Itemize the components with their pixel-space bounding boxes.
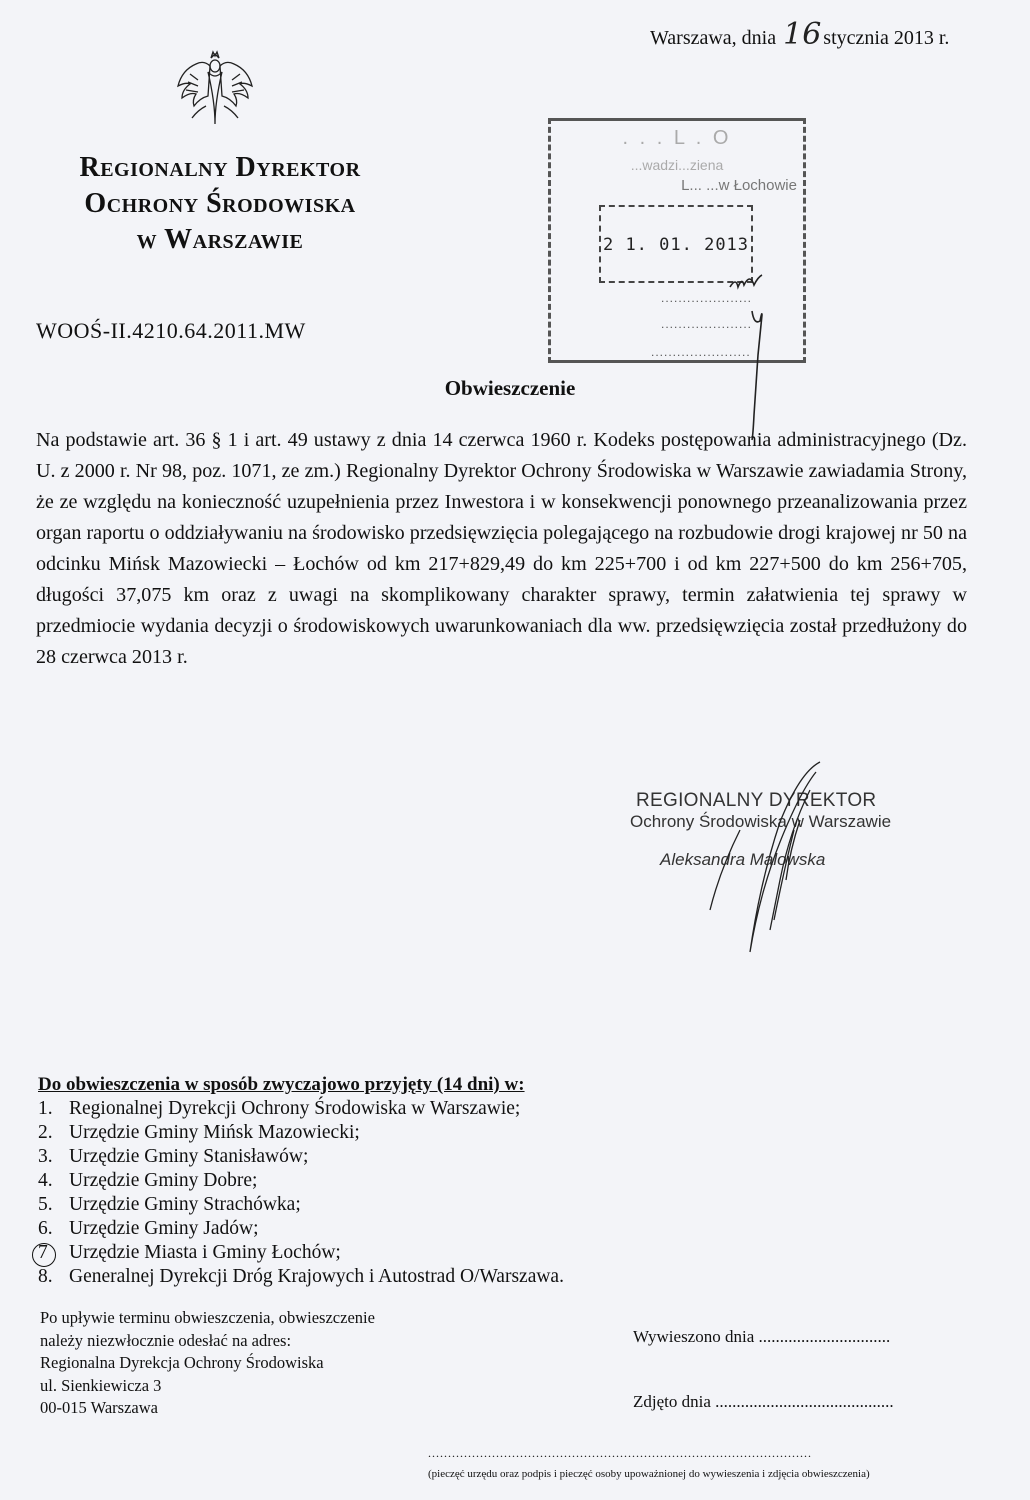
item-text: Regionalnej Dyrekcji Ochrony Środowiska w Warszawie;: [69, 1098, 521, 1119]
stamp-signature-line: ................................................................................................: [428, 1446, 812, 1460]
date-month: stycznia: [823, 27, 889, 49]
return-address: [40, 1307, 375, 1420]
item-text: Urzędzie Miasta i Gminy Łochów;: [69, 1242, 341, 1263]
date-prefix: Warszawa, dnia: [650, 27, 777, 49]
item-number: 4.: [38, 1170, 53, 1191]
item-text: Urzędzie Gminy Mińsk Mazowiecki;: [69, 1122, 360, 1143]
authority-line-2: Ochrony Środowiska: [84, 188, 356, 219]
authority-line-1: Regionalny Dyrektor: [79, 152, 361, 183]
return-line: należy niezwłocznie odesłać na adres:: [40, 1330, 292, 1350]
item-text: Urzędzie Gminy Jadów;: [69, 1218, 259, 1239]
polish-eagle-emblem-icon: [170, 46, 260, 130]
list-item: [38, 1265, 564, 1289]
circled-item-number: 7: [38, 1242, 48, 1263]
item-text: Urzędzie Gminy Stanisławów;: [69, 1146, 309, 1167]
stamp-dots-3: .......................: [651, 345, 751, 359]
item-number: 1.: [38, 1098, 53, 1119]
stamp-line-2: ...wadzi...ziena: [630, 157, 724, 173]
stamp-dots-1: .....................: [661, 291, 753, 305]
stamp-date: 2 1. 01. 2013: [602, 235, 750, 255]
list-item: [38, 1169, 564, 1193]
item-text: Urzędzie Gminy Dobre;: [69, 1170, 258, 1191]
item-number: 3.: [38, 1146, 53, 1167]
stamp-caption: (pieczęć urzędu oraz podpis i pieczęć osoby upoważnionej do wywieszenia i zdjęcia obwieszczenia): [428, 1468, 870, 1480]
return-line: ul. Sienkiewicza 3: [40, 1375, 162, 1395]
list-item: [38, 1193, 564, 1217]
distribution-heading: Do obwieszczenia w sposób zwyczajowo przyjęty (14 dni) w:: [38, 1074, 525, 1095]
posted-date-field: Wywieszono dnia ...............................: [633, 1327, 891, 1346]
handwritten-signature: [690, 760, 830, 960]
return-line: 00-015 Warszawa: [40, 1398, 158, 1417]
stamp-line-3: L... ...w Łochowie: [681, 177, 797, 194]
handwritten-day: 16: [783, 17, 822, 52]
stamp-top-text: . . . L . O: [622, 127, 732, 149]
signature-name: Aleksandra Malowska: [660, 850, 826, 869]
date-line: [650, 17, 949, 52]
handwritten-initials-mark: [720, 265, 780, 445]
item-text: Urzędzie Gminy Strachówka;: [69, 1194, 301, 1215]
document-title-text: Obwieszczenie: [444, 376, 576, 400]
list-item: [38, 1145, 564, 1169]
document-body: Na podstawie art. 36 § 1 i art. 49 ustawy z dnia 14 czerwca 1960 r. Kodeks postępowania administracyjnego (Dz. U. z 2000 r. Nr 98, poz. 1071, ze zm.) Regionalny Dyrektor Ochrony Środowiska w Warszawie zawiadamia Strony, że ze względu na konieczność uzupełnienia przez Inwestora i w konsekwencji ponownego przeanalizowania przez organ raportu o oddziaływaniu na środowisko przedsięwzięcia polegającego na rozbudowie drogi krajowej nr 50 na odcinku Mińsk Mazowiecki – Łochów od km 217+829,49 do km 225+700 i od km 227+500 do km 256+705, długości 37,075 km oraz z uwagi na skomplikowany charakter sprawy, termin załatwienia tej sprawy w przedmiocie wydania decyzji o środowiskowych uwarunkowaniach dla ww. przedsięwzięcia został przedłużony do 28 czerwca 2013 r.: [36, 429, 967, 668]
removed-date-field: Zdjęto dnia ..........................................: [633, 1392, 894, 1411]
signature-subtitle: Ochrony Środowiska w Warszawie: [630, 812, 892, 831]
date-suffix: 2013 r.: [893, 27, 950, 49]
authority-heading: [20, 150, 420, 258]
stamp-dots-2: .....................: [661, 317, 753, 331]
item-number: 5.: [38, 1194, 53, 1215]
reference-number: WOOŚ-II.4210.64.2011.MW: [36, 318, 306, 343]
item-number: 8.: [38, 1266, 53, 1287]
list-item-circled: [38, 1241, 564, 1265]
item-text: Generalnej Dyrekcji Dróg Krajowych i Autostrad O/Warszawa.: [69, 1266, 564, 1287]
list-item: [38, 1097, 564, 1121]
authority-line-3: w Warszawie: [136, 224, 304, 255]
return-line: Po upływie terminu obwieszczenia, obwieszczenie: [40, 1308, 375, 1327]
list-item: [38, 1217, 564, 1241]
list-item: [38, 1121, 564, 1145]
signature-title: REGIONALNY DYREKTOR: [636, 790, 877, 811]
item-number: 6.: [38, 1218, 53, 1239]
return-line: Regionalna Dyrekcja Ochrony Środowiska: [40, 1353, 324, 1372]
distribution-list: [38, 1097, 564, 1289]
item-number: 2.: [38, 1122, 53, 1143]
document-title: [0, 376, 1030, 401]
